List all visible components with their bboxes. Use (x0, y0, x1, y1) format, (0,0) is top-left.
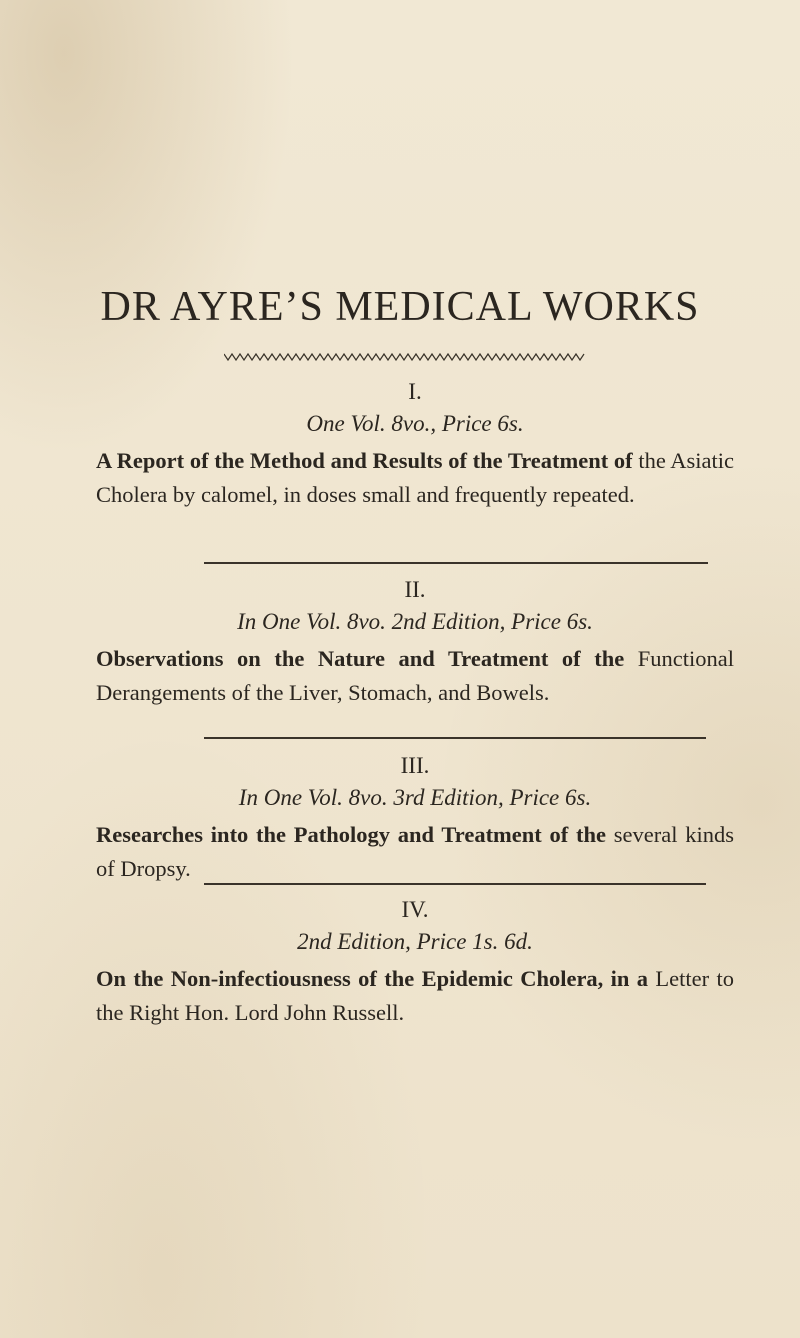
work-edition: In One Vol. 8vo. 3rd Edition, Price 6s. (238, 785, 592, 810)
work-heading: Observations on the Nature and Treatment of the (96, 646, 625, 671)
zigzag-ornament (224, 352, 586, 362)
work-numeral: II. (404, 577, 426, 602)
work-text: the Asiatic Cholera by calomel, in doses small and frequently repeated. (96, 448, 734, 507)
work-edition: 2nd Edition, Price 1s. 6d. (297, 929, 533, 954)
section-divider (204, 883, 706, 885)
work-description (96, 444, 734, 512)
work-description (96, 962, 734, 1030)
section-divider (204, 737, 706, 739)
section-divider (204, 562, 708, 564)
work-edition: In One Vol. 8vo. 2nd Edition, Price 6s. (237, 609, 593, 634)
work-entry-4 (96, 896, 734, 1030)
work-heading: On the Non-infectiousness of the Epidemic Cholera, in a (96, 966, 649, 991)
work-text: several kinds of Dropsy. (96, 822, 734, 881)
work-description (96, 642, 734, 710)
work-description (96, 818, 734, 886)
work-heading: A Report of the Method and Results of the Treatment of (96, 448, 633, 473)
work-entry-3 (96, 752, 734, 886)
work-heading: Researches into the Pathology and Treatment of the (96, 822, 607, 847)
page-title: DR AYRE’S MEDICAL WORKS (100, 284, 700, 330)
work-entry-1 (96, 378, 734, 512)
work-text: Letter to the Right Hon. Lord John Russell. (96, 966, 734, 1025)
work-numeral: IV. (401, 897, 429, 922)
work-numeral: III. (400, 753, 430, 778)
work-edition: One Vol. 8vo., Price 6s. (306, 411, 524, 436)
work-text: Functional Derangements of the Liver, Stomach, and Bowels. (96, 646, 735, 705)
work-numeral: I. (408, 379, 422, 404)
work-entry-2 (96, 576, 734, 710)
